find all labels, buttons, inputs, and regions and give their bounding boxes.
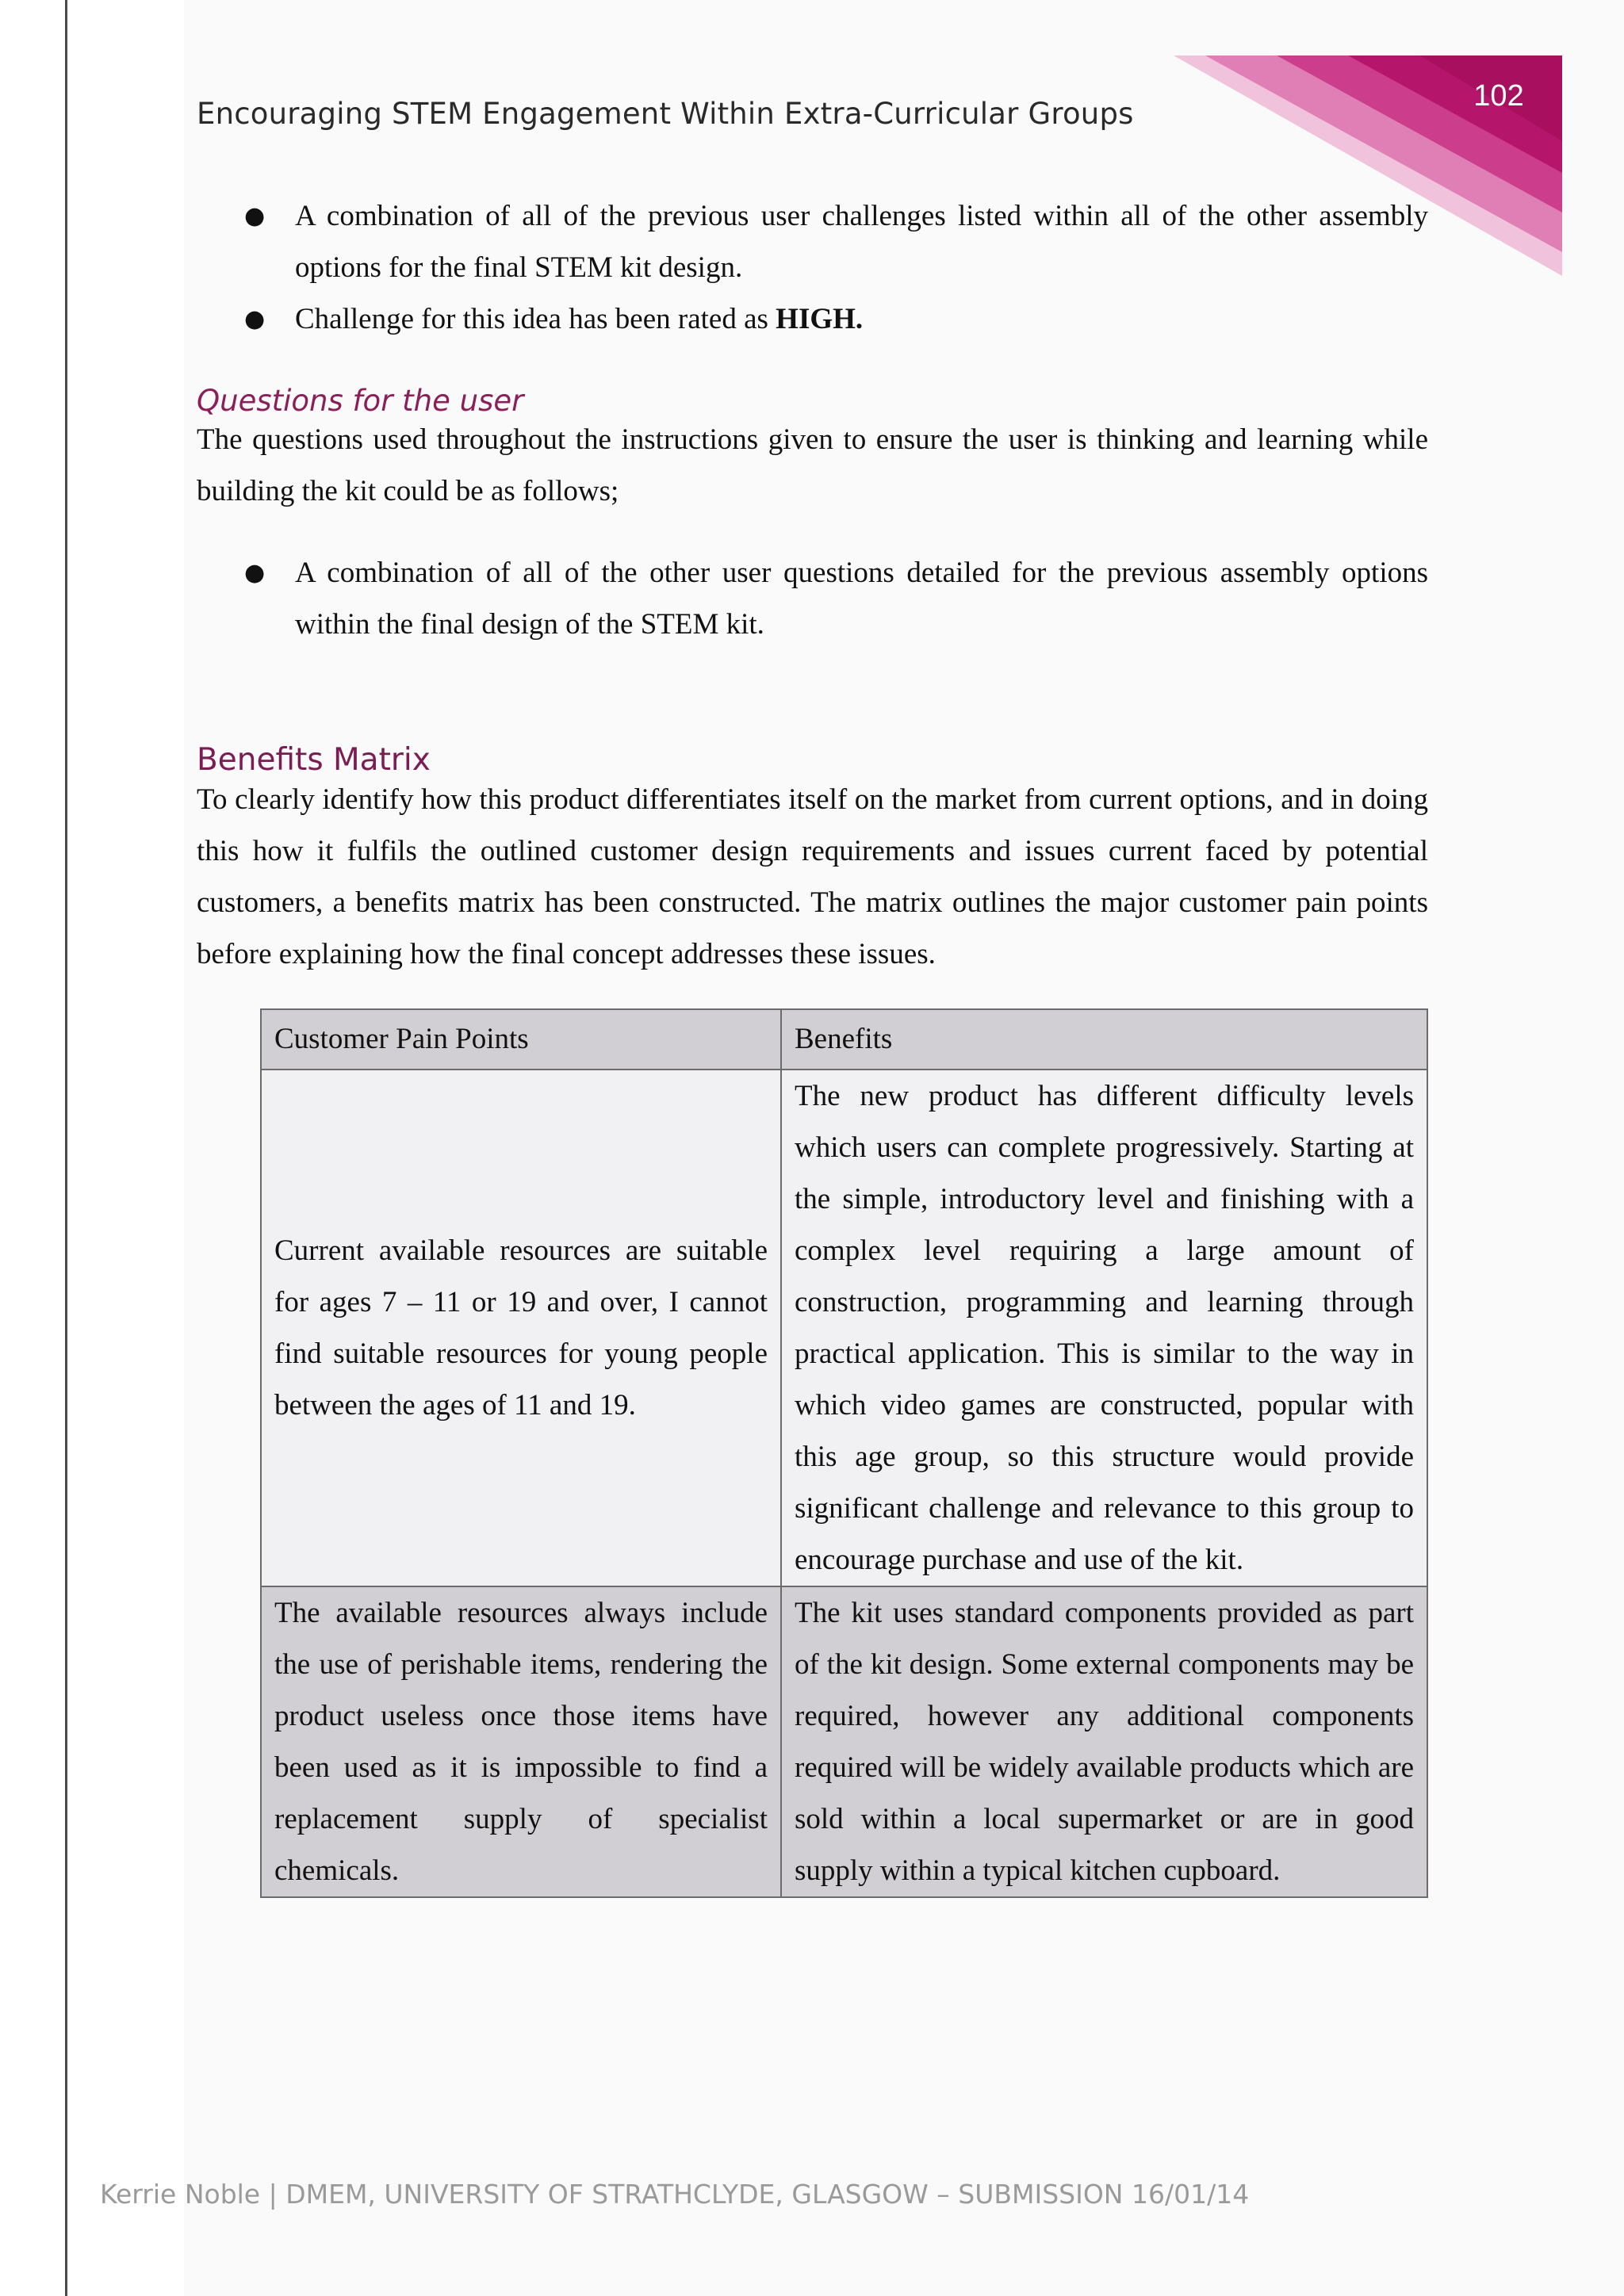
pain-point-cell: Current available resources are suitable for ages 7 – 11 or 19 and over, I cannot find suitable resources for young people between the ages of 11 and 19. [261,1070,781,1586]
bullet-icon: ● [244,305,266,333]
table-row [261,1070,1427,1586]
table-header-pain-points: Customer Pain Points [261,1009,781,1070]
benefits-intro: To clearly identify how this product differentiates itself on the market from current options, and in doing this how it fulfils the outlined customer design requirements and issues current faced by potential customers, a benefits matrix has been constructed. The matrix outlines the major customer pain points before explaining how the final concept addresses these issues. [197,783,1428,970]
list-item [197,293,1428,345]
table-row [261,1586,1427,1897]
bullet-icon: ● [244,202,266,230]
table-header-row [261,1009,1427,1070]
bullet-list-top [197,190,1428,345]
bullet-text: A combination of all of the other user questions detailed for the previous assembly options within the final design of the STEM kit. [295,557,1428,641]
bullet-list-questions [197,547,1428,650]
bullet-text: Challenge for this idea has been rated as [295,303,776,335]
bullet-icon: ● [244,559,266,587]
list-item [197,190,1428,293]
section-heading-questions: Questions for the user [197,384,524,418]
benefit-cell: The new product has different difficulty levels which users can complete progressively. Starting at the simple, introductory level and finishing with a complex level requiring a large amount of construction, programming and learning through practical application. This is similar to the way in which video games are constructed, popular with this age group, so this structure would provide significant challenge and relevance to this group to encourage purchase and use of the kit. [781,1070,1427,1586]
challenge-rating: HIGH. [776,303,864,335]
benefit-cell: The kit uses standard components provided as part of the kit design. Some external components may be required, however any additional components required will be widely available products which are sold within a local supermarket or are in good supply within a typical kitchen cupboard. [781,1586,1427,1897]
questions-intro: The questions used throughout the instructions given to ensure the user is thinking and learning while building the kit could be as follows; [197,423,1428,507]
list-item [197,547,1428,650]
section-heading-benefits: Benefits Matrix [197,742,431,778]
running-header: Encouraging STEM Engagement Within Extra-Curricular Groups [197,97,1134,131]
margin-rule [65,0,67,2296]
page-number: 102 [1473,79,1524,113]
benefits-matrix-table [260,1008,1428,1898]
page-footer: Kerrie Noble | DMEM, UNIVERSITY OF STRATHCLYDE, GLASGOW – SUBMISSION 16/01/14 [100,2179,1250,2210]
pain-point-cell: The available resources always include the use of perishable items, rendering the product useless once those items have been used as it is impossible to find a replacement supply of specialist chemicals. [261,1586,781,1897]
bullet-text: A combination of all of the previous user challenges listed within all of the other assembly options for the final STEM kit design. [295,200,1428,284]
table-header-benefits: Benefits [781,1009,1427,1070]
